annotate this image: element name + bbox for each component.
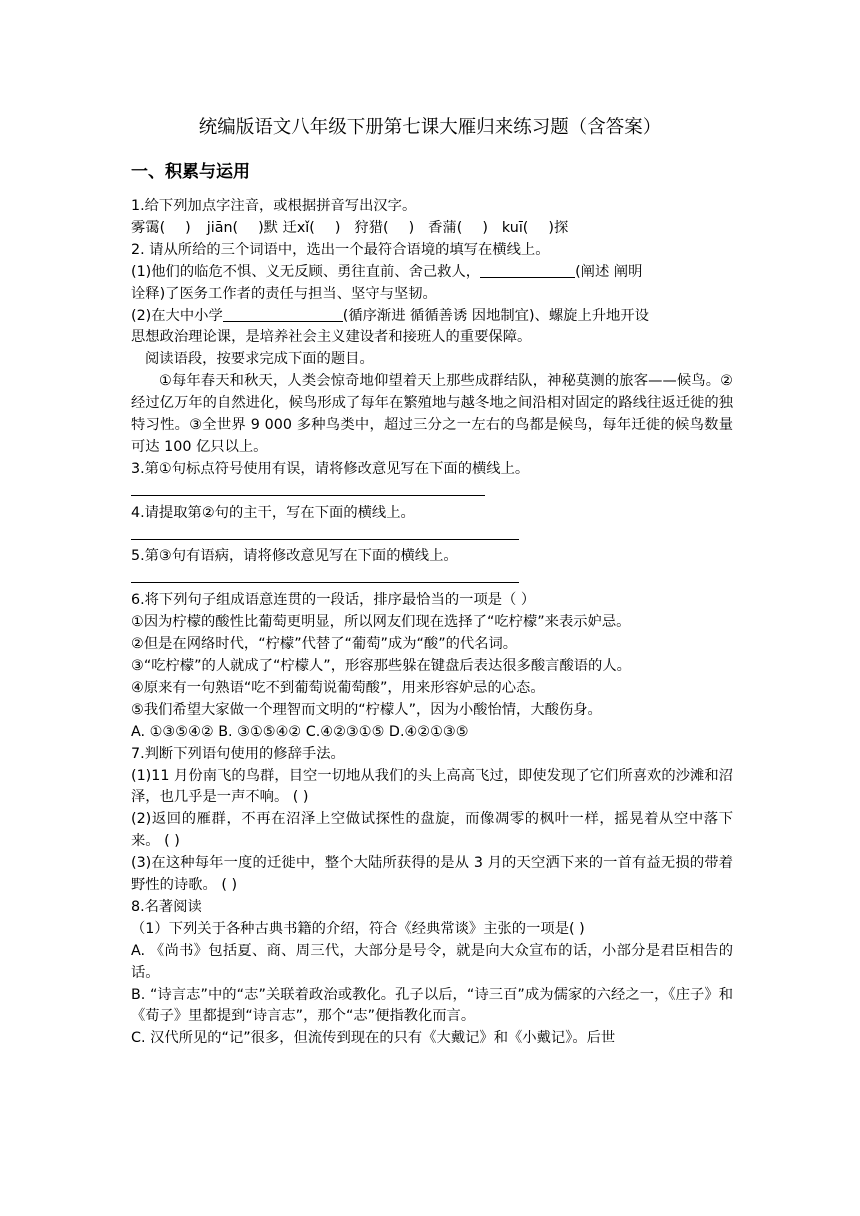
- section-heading: 一、积累与运用: [131, 162, 250, 182]
- question-2-sentence-2-cont: 思想政治理论课，是培养社会主义建设者和接班人的重要保障。: [131, 329, 532, 346]
- question-6-sentence-5: ⑤我们希望大家做一个理智而文明的“柠檬人”，因为小酸怡情，大酸伤身。: [131, 701, 602, 718]
- question-8-sub-1: （1）下列关于各种古典书籍的介绍，符合《经典常谈》主张的一项是( ): [131, 920, 585, 937]
- question-6-sentence-4: ④原来有一句熟语“吃不到葡萄说葡萄酸”，用来形容妒忌的心态。: [131, 679, 545, 696]
- question-6-sentence-2: ②但是在网络时代，“柠檬”代替了“葡萄”成为“酸”的代名词。: [131, 636, 518, 653]
- document-title: 统编版语文八年级下册第七课大雁归来练习题（含答案）: [198, 117, 662, 138]
- question-7-stem: 7.判断下列语句使用的修辞手法。: [131, 745, 345, 762]
- question-2-sentence-1-cont: 诠释)了医务工作者的责任与担当、坚守与坚韧。: [131, 285, 437, 302]
- answer-blank[interactable]: [480, 262, 575, 278]
- answer-line[interactable]: [131, 568, 733, 590]
- question-1-items: 雾霭( ) jiān( )默 迁xǐ( ) 狩猎( ) 香蒲( ) kuī( )探: [131, 219, 569, 236]
- question-2-stem: 2. 请从所给的三个词语中，选出一个最符合语境的填写在横线上。: [131, 241, 550, 258]
- question-4: 4.请提取第②句的主干，写在下面的横线上。: [131, 504, 415, 521]
- answer-line[interactable]: [131, 481, 733, 503]
- document-body: [131, 196, 733, 1050]
- question-5: 5.第③句有语病，请将修改意见写在下面的横线上。: [131, 548, 458, 565]
- question-8-option-a: A. 《尚书》包括夏、商、周三代，大部分是号令，就是向大众宣布的话，小部分是君臣相告的话。: [131, 942, 733, 981]
- question-7-item-2: (2)返回的雁群，不再在沼泽上空做试探性的盘旋，而像凋零的枫叶一样，摇晃着从空中落下来。 ( ): [131, 811, 733, 850]
- question-3: 3.第①句标点符号使用有误，请将修改意见写在下面的横线上。: [131, 460, 530, 477]
- question-6-sentence-3: ③“吃柠檬”的人就成了“柠檬人”，形容那些躲在键盘后表达很多酸言酸语的人。: [131, 657, 631, 674]
- question-6-sentence-1: ①因为柠檬的酸性比葡萄更明显，所以网友们现在选择了“吃柠檬”来表示妒忌。: [131, 614, 631, 631]
- question-1-stem: 1.给下列加点字注音，或根据拼音写出汉字。: [131, 198, 417, 214]
- reading-passage: ①每年春天和秋天，人类会惊奇地仰望着天上那些成群结队，神秘莫测的旅客——候鸟。②经过亿万年的自然进化，候鸟形成了每年在繁殖地与越冬地之间沿相对固定的路线往返迁徙的独特习性。③全世界 9 000 多种鸟类中，超过三分之一左右的鸟都是候鸟，每年迁徙的候鸟数量可达 100 亿只以上。: [131, 373, 733, 455]
- answer-line[interactable]: [131, 525, 733, 547]
- question-8-option-c: C. 汉代所见的“记”很多，但流传到现在的只有《大戴记》和《小戴记》。后世: [131, 1030, 616, 1047]
- reading-intro: 阅读语段，按要求完成下面的题目。: [145, 351, 374, 368]
- question-7-item-3: (3)在这种每年一度的迁徙中，整个大陆所获得的是从 3 月的天空洒下来的一首有益无损的带着野性的诗歌。 ( ): [131, 855, 733, 894]
- question-6-stem: 6.将下列句子组成语意连贯的一段话，排序最恰当的一项是（ ）: [131, 592, 536, 609]
- question-2-sentence-1: (1)他们的临危不惧、义无反顾、勇往直前、舍己救人， (阐述 阐明: [131, 263, 643, 280]
- question-2-sentence-2: (2)在大中小学 (循序渐进 循循善诱 因地制宜)、螺旋上升地开设: [131, 307, 649, 324]
- question-8-stem: 8.名著阅读: [131, 898, 202, 915]
- question-7-item-1: (1)11 月份南飞的鸟群，目空一切地从我们的头上高高飞过，即使发现了它们所喜欢的沙滩和沼泽，也几乎是一声不响。 ( ): [131, 767, 733, 806]
- answer-blank[interactable]: [223, 306, 343, 322]
- question-8-option-b: B. “诗言志”中的“志”关联着政治或教化。孔子以后，“诗三百”成为儒家的六经之一，《庄子》和《荀子》里都提到“诗言志”，那个“志”便指教化而言。: [131, 986, 733, 1025]
- question-6-options: A. ①③⑤④② B. ③①⑤④② C.④②③①⑤ D.④②①③⑤: [131, 723, 469, 740]
